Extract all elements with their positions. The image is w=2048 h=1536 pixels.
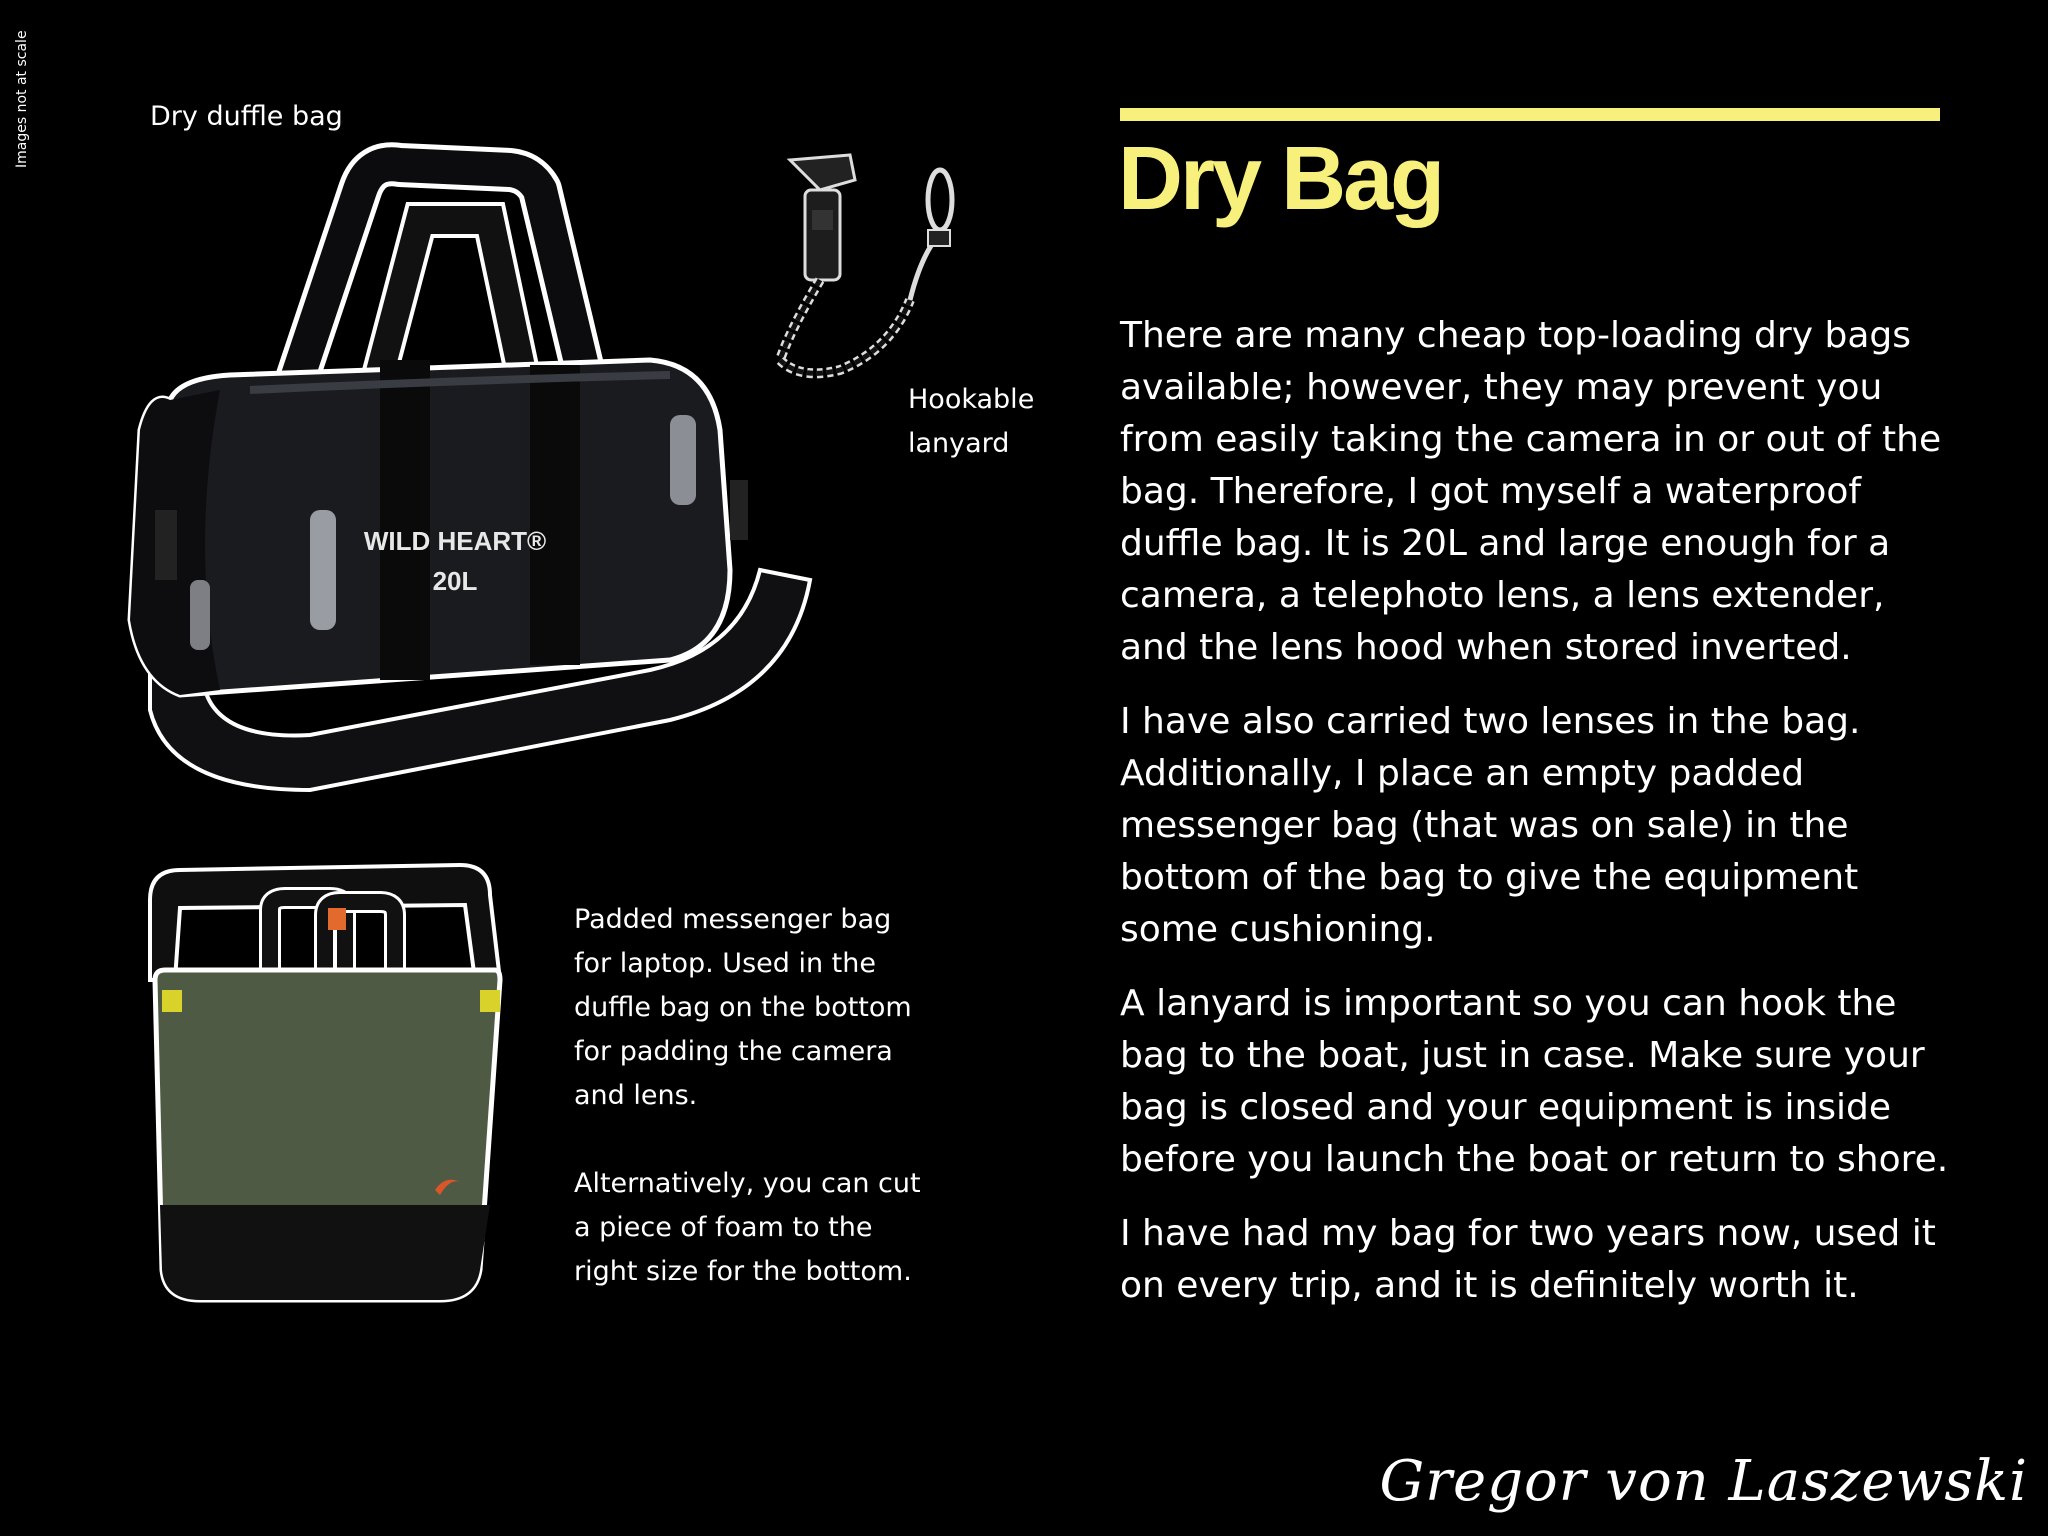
duffle-bag-caption: Dry duffle bag <box>150 101 343 132</box>
page-title: Dry Bag <box>1118 129 1443 229</box>
side-note: Images not at scale <box>14 30 30 168</box>
paragraph: A lanyard is important so you can hook the bag to the boat, just in case. Make sure your bag is closed and your equipment is inside before you launch the boat or return to shore. <box>1120 983 1949 1180</box>
body-text <box>1120 310 1960 1334</box>
author-signature: Gregor von Laszewski <box>1379 1449 2028 1514</box>
paragraph: I have had my bag for two years now, used it on every trip, and it is definitely worth it. <box>1120 1213 1936 1306</box>
lanyard-caption: Hookable lanyard <box>908 384 1035 459</box>
duffle-size-text: 20L <box>432 566 478 596</box>
paragraph: I have also carried two lenses in the bag. Additionally, I place an empty padded messenger bag (that was on sale) in the bottom of the bag to give the equipment some cushioning. <box>1120 701 1861 950</box>
paragraph: There are many cheap top-loading dry bags available; however, they may prevent you from easily taking the camera in or out of the bag. Therefore, I got myself a waterproof duffle bag. It is 20L and large enough for a camera, a telephoto lens, a lens extender, and the lens hood when stored inverted. <box>1120 315 1942 668</box>
duffle-brand-text: WILD HEART® <box>363 526 547 556</box>
title-accent-bar <box>1120 108 1940 121</box>
duffle-bag-image <box>110 150 830 810</box>
messenger-bag-image <box>140 860 520 1310</box>
lanyard-image <box>760 150 990 400</box>
messenger-bag-caption: Padded messenger bag for laptop. Used in the duffle bag on the bottom for padding the camera and lens. Alternatively, you can cut a piece of foam to the right size for the bottom. <box>574 904 921 1287</box>
